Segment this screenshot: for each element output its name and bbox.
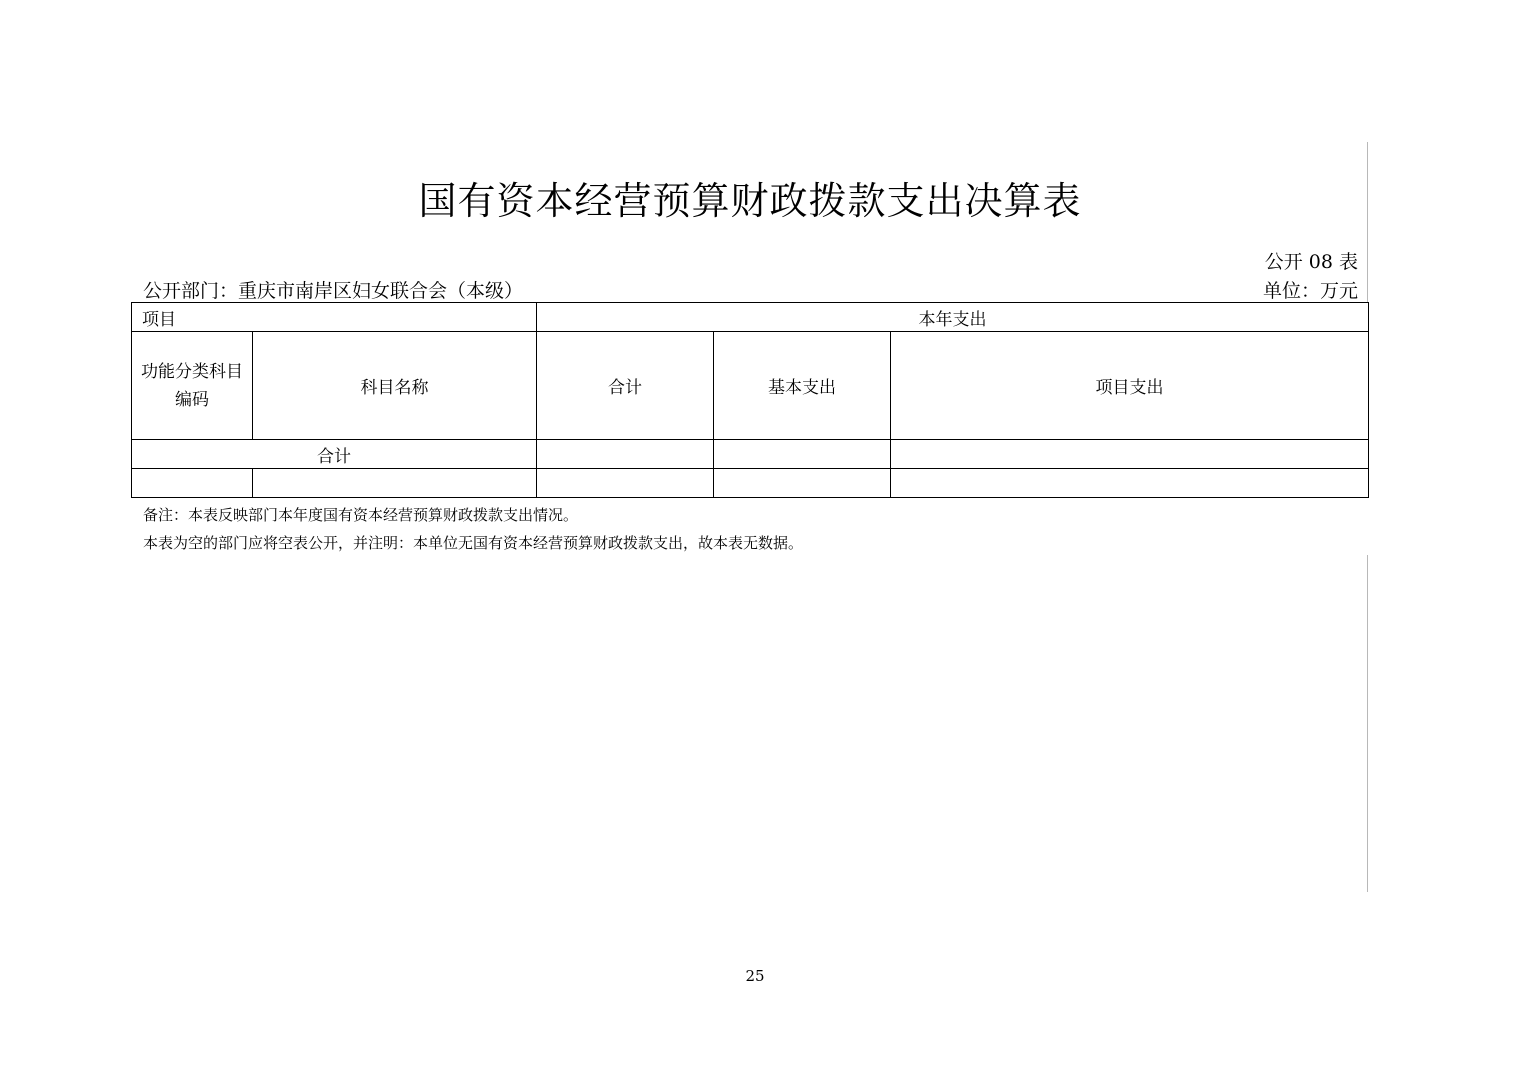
total-cell-total [537,440,714,469]
unit-label: 单位：万元 [1262,280,1358,302]
row-cell-basic [714,469,891,498]
department-label: 公开部门：重庆市南岸区妇女联合会（本级） [143,280,524,302]
col-name-header: 科目名称 [253,332,537,440]
header-row-1 [132,303,1369,332]
note-line-2: 本表为空的部门应将空表公开，并注明：本单位无国有资本经营预算财政拨款支出，故本表无数据。 [143,534,804,552]
total-cell-basic [714,440,891,469]
row-cell-code [132,469,253,498]
header-row-2 [132,332,1369,440]
total-row [132,440,1369,469]
col-code-text: 功能分类科目编码 [141,361,243,410]
table-code: 公开 08 表 [1264,251,1358,273]
row-cell-total [537,469,714,498]
note-line-1: 备注：本表反映部门本年度国有资本经营预算财政拨款支出情况。 [143,506,579,524]
table-row [132,469,1369,498]
page-number: 25 [745,967,765,985]
row-cell-project [891,469,1369,498]
total-row-label: 合计 [132,440,537,469]
col-basic-header: 基本支出 [714,332,891,440]
col-project-header: 项目支出 [891,332,1369,440]
col-code-header [132,332,253,440]
header-project: 项目 [132,303,537,332]
right-margin-line-bottom [1367,555,1368,892]
total-cell-project [891,440,1369,469]
budget-table [131,302,1369,498]
col-total-header: 合计 [537,332,714,440]
row-cell-name [253,469,537,498]
header-year-expense: 本年支出 [537,303,1369,332]
page-title: 国有资本经营预算财政拨款支出决算表 [418,179,1082,223]
